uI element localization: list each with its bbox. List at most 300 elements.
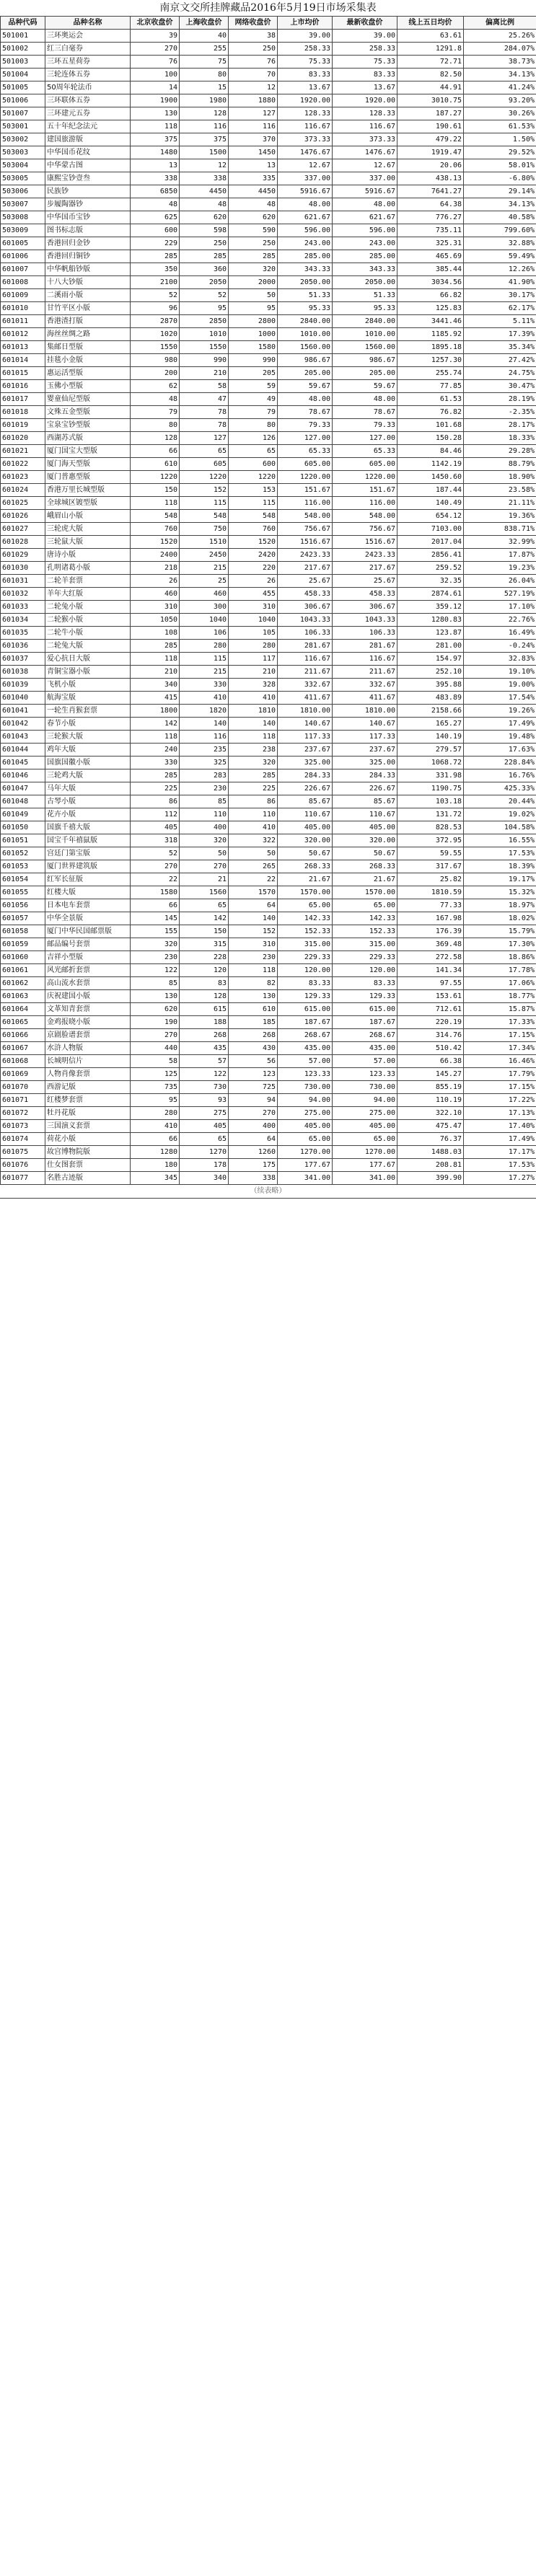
- table-cell: 601045: [1, 757, 45, 769]
- table-cell: 1.50%: [464, 133, 536, 146]
- table-cell: 红三白毫券: [45, 43, 131, 56]
- table-cell: 85: [180, 795, 229, 808]
- table-cell: 海丝丝绸之路: [45, 328, 131, 341]
- table-cell: 601028: [1, 536, 45, 549]
- table-cell: 458.33: [278, 588, 333, 601]
- table-cell: 80: [229, 419, 278, 432]
- table-cell: 601074: [1, 1133, 45, 1146]
- table-row: [1, 899, 536, 912]
- column-header: 品种名称: [45, 17, 131, 30]
- table-cell: 187.27: [397, 107, 464, 120]
- table-cell: 39: [131, 30, 180, 43]
- table-row: [1, 237, 536, 250]
- table-cell: 152: [180, 484, 229, 497]
- table-cell: 360: [180, 263, 229, 276]
- table-cell: 32.35: [397, 575, 464, 588]
- table-cell: 341.00: [278, 1172, 333, 1185]
- table-cell: 17.49%: [464, 718, 536, 731]
- table-row: [1, 354, 536, 367]
- table-cell: 18.02%: [464, 912, 536, 925]
- table-cell: 27.42%: [464, 354, 536, 367]
- table-cell: 2050: [180, 276, 229, 289]
- table-cell: 325.00: [278, 757, 333, 769]
- table-cell: 180: [131, 1159, 180, 1172]
- table-cell: 359.12: [397, 601, 464, 614]
- table-cell: 66: [131, 1133, 180, 1146]
- table-cell: 118: [131, 120, 180, 133]
- table-cell: 118: [131, 497, 180, 510]
- table-cell: 48.00: [278, 393, 333, 406]
- table-cell: 337.00: [278, 172, 333, 185]
- table-cell: -6.80%: [464, 172, 536, 185]
- table-cell: 621.67: [333, 211, 397, 224]
- table-cell: 3441.46: [397, 315, 464, 328]
- table-cell: 85.67: [278, 795, 333, 808]
- table-cell: 1142.19: [397, 458, 464, 471]
- table-cell: 1476.67: [278, 146, 333, 159]
- table-cell: 65.00: [278, 899, 333, 912]
- table-cell: 503005: [1, 172, 45, 185]
- table-cell: 205: [229, 367, 278, 380]
- table-cell: 625: [131, 211, 180, 224]
- table-cell: 风光邮折套票: [45, 964, 131, 977]
- table-cell: 601052: [1, 847, 45, 860]
- table-row: [1, 146, 536, 159]
- table-cell: 315.00: [278, 938, 333, 951]
- table-cell: 370: [229, 133, 278, 146]
- table-cell: 65: [180, 445, 229, 458]
- table-cell: 210: [180, 367, 229, 380]
- table-cell: 79.33: [333, 419, 397, 432]
- table-cell: 343.33: [333, 263, 397, 276]
- table-cell: 601055: [1, 886, 45, 899]
- table-cell: 西湖苏式版: [45, 432, 131, 445]
- table-cell: 129.33: [333, 990, 397, 1003]
- table-cell: 荷花小版: [45, 1133, 131, 1146]
- table-cell: 980: [131, 354, 180, 367]
- table-cell: 601027: [1, 523, 45, 536]
- table-cell: 80: [131, 419, 180, 432]
- table-cell: 756.67: [333, 523, 397, 536]
- table-cell: 712.61: [397, 1003, 464, 1016]
- table-cell: 61.53: [397, 393, 464, 406]
- table-cell: 17.13%: [464, 1107, 536, 1120]
- table-row: [1, 588, 536, 601]
- table-cell: 13.67: [278, 81, 333, 94]
- table-cell: 文殊五金型版: [45, 406, 131, 419]
- table-cell: 1560.00: [278, 341, 333, 354]
- table-cell: 52: [131, 289, 180, 302]
- table-cell: 176.39: [397, 925, 464, 938]
- table-cell: 430: [229, 1042, 278, 1055]
- table-cell: 48: [131, 198, 180, 211]
- table-cell: 118: [131, 653, 180, 666]
- table-cell: 601005: [1, 237, 45, 250]
- table-row: [1, 666, 536, 679]
- table-cell: 17.53%: [464, 1159, 536, 1172]
- table-cell: 115: [180, 653, 229, 666]
- table-cell: 338: [131, 172, 180, 185]
- table-cell: 177.67: [278, 1159, 333, 1172]
- table-cell: 106.33: [333, 627, 397, 640]
- table-cell: 475.47: [397, 1120, 464, 1133]
- table-cell: 1040: [229, 614, 278, 627]
- table-cell: 25: [180, 575, 229, 588]
- table-cell: 66.82: [397, 289, 464, 302]
- table-cell: 255: [180, 43, 229, 56]
- table-cell: 596.00: [333, 224, 397, 237]
- table-cell: 1280: [131, 1146, 180, 1159]
- table-cell: 601017: [1, 393, 45, 406]
- table-cell: 1520: [131, 536, 180, 549]
- table-cell: 马年大版: [45, 782, 131, 795]
- table-cell: 385.44: [397, 263, 464, 276]
- table-cell: 103.18: [397, 795, 464, 808]
- table-cell: 44.91: [397, 81, 464, 94]
- table-cell: 30.47%: [464, 380, 536, 393]
- table-cell: 605.00: [278, 458, 333, 471]
- table-cell: 2874.61: [397, 588, 464, 601]
- table-cell: 48.00: [333, 198, 397, 211]
- table-cell: 83.33: [333, 977, 397, 990]
- table-cell: 128.33: [333, 107, 397, 120]
- table-cell: 邮品编号套票: [45, 938, 131, 951]
- table-cell: 1810: [229, 705, 278, 718]
- table-cell: 226.67: [278, 782, 333, 795]
- table-cell: 986.67: [278, 354, 333, 367]
- table-cell: 厦门世界建筑版: [45, 860, 131, 873]
- table-cell: 750: [180, 523, 229, 536]
- table-cell: 66.38: [397, 1055, 464, 1068]
- table-cell: 548: [180, 510, 229, 523]
- table-cell: 26: [229, 575, 278, 588]
- table-cell: 341.00: [333, 1172, 397, 1185]
- table-cell: 2870: [131, 315, 180, 328]
- table-cell: 601023: [1, 471, 45, 484]
- table-cell: 51.33: [333, 289, 397, 302]
- table-cell: 141.34: [397, 964, 464, 977]
- table-row: [1, 120, 536, 133]
- table-cell: 320: [229, 263, 278, 276]
- table-cell: 110: [229, 808, 278, 821]
- table-row: [1, 1133, 536, 1146]
- table-cell: 1550: [180, 341, 229, 354]
- table-cell: 2017.04: [397, 536, 464, 549]
- table-cell: 39.00: [333, 30, 397, 43]
- table-cell: 325.31: [397, 237, 464, 250]
- table-row: [1, 640, 536, 653]
- table-cell: 140.49: [397, 497, 464, 510]
- table-cell: 372.95: [397, 834, 464, 847]
- table-row: [1, 1172, 536, 1185]
- table-cell: 三国演义套票: [45, 1120, 131, 1133]
- table-cell: 2158.66: [397, 705, 464, 718]
- table-cell: 38.73%: [464, 56, 536, 69]
- table-cell: 601061: [1, 964, 45, 977]
- table-cell: 410: [131, 1120, 180, 1133]
- table-cell: 601008: [1, 276, 45, 289]
- table-cell: 503002: [1, 133, 45, 146]
- table-cell: 32.83%: [464, 653, 536, 666]
- table-row: [1, 795, 536, 808]
- table-cell: 118: [229, 731, 278, 744]
- table-cell: 18.86%: [464, 951, 536, 964]
- table-row: [1, 718, 536, 731]
- table-cell: 620: [131, 1003, 180, 1016]
- table-cell: 1920.00: [278, 94, 333, 107]
- table-cell: 日本电车套票: [45, 899, 131, 912]
- table-cell: 127.00: [333, 432, 397, 445]
- table-cell: 279.57: [397, 744, 464, 757]
- table-cell: 1580: [131, 886, 180, 899]
- table-cell: 205.00: [278, 367, 333, 380]
- table-cell: 601069: [1, 1068, 45, 1081]
- table-cell: 65.00: [333, 1133, 397, 1146]
- table-row: [1, 43, 536, 56]
- table-cell: 226.67: [333, 782, 397, 795]
- table-cell: 601041: [1, 705, 45, 718]
- table-cell: 601072: [1, 1107, 45, 1120]
- table-cell: 18.97%: [464, 899, 536, 912]
- table-cell: 410: [229, 821, 278, 834]
- table-cell: 601053: [1, 860, 45, 873]
- table-cell: 340: [180, 1172, 229, 1185]
- table-cell: 2000: [229, 276, 278, 289]
- table-row: [1, 1068, 536, 1081]
- table-cell: 1488.03: [397, 1146, 464, 1159]
- table-cell: 120: [180, 964, 229, 977]
- table-cell: 548: [229, 510, 278, 523]
- table-cell: 2050.00: [278, 276, 333, 289]
- table-cell: 2400: [131, 549, 180, 562]
- table-cell: 548.00: [278, 510, 333, 523]
- table-cell: 1560.00: [333, 341, 397, 354]
- table-cell: 三环五星荷券: [45, 56, 131, 69]
- table-cell: 13: [229, 159, 278, 172]
- table-row: [1, 133, 536, 146]
- table-cell: 601025: [1, 497, 45, 510]
- table-row: [1, 30, 536, 43]
- table-cell: 345: [131, 1172, 180, 1185]
- table-cell: 208.81: [397, 1159, 464, 1172]
- table-cell: 76.82: [397, 406, 464, 419]
- table-cell: 110.67: [278, 808, 333, 821]
- table-cell: 620: [180, 211, 229, 224]
- table-cell: 258.33: [278, 43, 333, 56]
- table-cell: 40.58%: [464, 211, 536, 224]
- table-cell: 56: [229, 1055, 278, 1068]
- table-cell: 130: [229, 990, 278, 1003]
- table-row: [1, 951, 536, 964]
- table-cell: 86: [131, 795, 180, 808]
- table-cell: 229.33: [278, 951, 333, 964]
- table-cell: 1550: [131, 341, 180, 354]
- table-cell: 水浒人物版: [45, 1042, 131, 1055]
- table-cell: 177.67: [333, 1159, 397, 1172]
- table-row: [1, 744, 536, 757]
- table-cell: 101.68: [397, 419, 464, 432]
- table-cell: 465.69: [397, 250, 464, 263]
- table-cell: 460: [180, 588, 229, 601]
- table-cell: 167.98: [397, 912, 464, 925]
- table-cell: 4450: [180, 185, 229, 198]
- table-cell: 601009: [1, 289, 45, 302]
- table-cell: 735.11: [397, 224, 464, 237]
- table-cell: 425.33%: [464, 782, 536, 795]
- table-cell: 601014: [1, 354, 45, 367]
- table-cell: 410: [229, 692, 278, 705]
- table-cell: 235: [180, 744, 229, 757]
- table-cell: 65: [180, 1133, 229, 1146]
- table-cell: 237.67: [333, 744, 397, 757]
- table-row: [1, 562, 536, 575]
- table-cell: 285: [180, 250, 229, 263]
- table-row: [1, 536, 536, 549]
- table-cell: 57.00: [333, 1055, 397, 1068]
- table-cell: 1580: [229, 341, 278, 354]
- table-cell: 400: [180, 821, 229, 834]
- table-cell: 320: [229, 757, 278, 769]
- table-cell: 17.34%: [464, 1042, 536, 1055]
- table-cell: 211.67: [278, 666, 333, 679]
- table-cell: 140.67: [278, 718, 333, 731]
- table-cell: 97.55: [397, 977, 464, 990]
- table-cell: 29.28%: [464, 445, 536, 458]
- table-cell: 140.19: [397, 731, 464, 744]
- table-cell: 590: [229, 224, 278, 237]
- table-cell: 17.15%: [464, 1081, 536, 1094]
- table-cell: 322: [229, 834, 278, 847]
- table-cell: 94: [229, 1094, 278, 1107]
- table-cell: 118: [131, 731, 180, 744]
- table-row: [1, 250, 536, 263]
- table-cell: 25.26%: [464, 30, 536, 43]
- table-cell: 601040: [1, 692, 45, 705]
- table-cell: 58: [180, 380, 229, 393]
- table-cell: 32.99%: [464, 536, 536, 549]
- table-cell: 79: [131, 406, 180, 419]
- table-cell: 厦门中华民国邮票版: [45, 925, 131, 938]
- table-cell: 116.67: [333, 120, 397, 133]
- table-row: [1, 458, 536, 471]
- table-cell: 230: [180, 782, 229, 795]
- table-row: [1, 627, 536, 640]
- table-cell: 369.48: [397, 938, 464, 951]
- table-cell: 601006: [1, 250, 45, 263]
- table-cell: 五十年纪念法元: [45, 120, 131, 133]
- table-cell: 855.19: [397, 1081, 464, 1094]
- table-cell: 95: [229, 302, 278, 315]
- table-cell: 1980: [180, 94, 229, 107]
- table-cell: 1185.92: [397, 328, 464, 341]
- table-cell: 332.67: [333, 679, 397, 692]
- table-cell: 20.44%: [464, 795, 536, 808]
- table-cell: 1810.59: [397, 886, 464, 899]
- table-cell: 58: [131, 1055, 180, 1068]
- table-cell: 29.14%: [464, 185, 536, 198]
- table-cell: 142.33: [333, 912, 397, 925]
- table-cell: 601029: [1, 549, 45, 562]
- table-cell: 三轮虎大版: [45, 523, 131, 536]
- table-cell: 5916.67: [278, 185, 333, 198]
- table-cell: 25.67: [278, 575, 333, 588]
- table-cell: 1270.00: [333, 1146, 397, 1159]
- table-cell: 95: [131, 1094, 180, 1107]
- table-cell: 140: [229, 912, 278, 925]
- table-cell: 112: [131, 808, 180, 821]
- table-cell: 117: [229, 653, 278, 666]
- table-cell: 343.33: [278, 263, 333, 276]
- table-cell: 601018: [1, 406, 45, 419]
- table-cell: 601071: [1, 1094, 45, 1107]
- table-row: [1, 198, 536, 211]
- table-cell: 1043.33: [278, 614, 333, 627]
- table-cell: 140: [229, 718, 278, 731]
- table-cell: 220: [229, 562, 278, 575]
- table-cell: 259.52: [397, 562, 464, 575]
- table-cell: 中华全景版: [45, 912, 131, 925]
- table-cell: 集邮日型版: [45, 341, 131, 354]
- table-cell: 479.22: [397, 133, 464, 146]
- table-cell: 110: [180, 808, 229, 821]
- table-row: [1, 808, 536, 821]
- table-cell: 17.33%: [464, 1016, 536, 1029]
- table-cell: 601033: [1, 601, 45, 614]
- table-cell: 26: [131, 575, 180, 588]
- table-cell: 19.23%: [464, 562, 536, 575]
- table-cell: 187.67: [278, 1016, 333, 1029]
- table-cell: 93: [180, 1094, 229, 1107]
- table-row: [1, 601, 536, 614]
- table-cell: 395.88: [397, 679, 464, 692]
- table-cell: 165.27: [397, 718, 464, 731]
- table-cell: 29.52%: [464, 146, 536, 159]
- table-cell: 48: [131, 393, 180, 406]
- table-cell: 国旗国徽小版: [45, 757, 131, 769]
- table-cell: 601030: [1, 562, 45, 575]
- table-cell: 75.33: [333, 56, 397, 69]
- table-cell: 220.19: [397, 1016, 464, 1029]
- table-cell: 25.82: [397, 873, 464, 886]
- table-cell: 4450: [229, 185, 278, 198]
- table-row: [1, 692, 536, 705]
- table-cell: 990: [229, 354, 278, 367]
- table-cell: 1820: [180, 705, 229, 718]
- table-cell: 95: [180, 302, 229, 315]
- table-cell: 601051: [1, 834, 45, 847]
- table-cell: 19.26%: [464, 705, 536, 718]
- table-cell: 270: [229, 1107, 278, 1120]
- table-row: [1, 81, 536, 94]
- table-row: [1, 847, 536, 860]
- table-cell: 1270.00: [278, 1146, 333, 1159]
- table-cell: 330: [180, 679, 229, 692]
- table-cell: 150: [131, 484, 180, 497]
- table-cell: 178: [180, 1159, 229, 1172]
- table-cell: 鸡年大版: [45, 744, 131, 757]
- table-cell: 红楼大版: [45, 886, 131, 899]
- table-cell: 1810.00: [278, 705, 333, 718]
- table-cell: 2100: [131, 276, 180, 289]
- table-cell: 1040: [180, 614, 229, 627]
- table-row: [1, 1146, 536, 1159]
- table-cell: 548: [131, 510, 180, 523]
- table-cell: 285.00: [278, 250, 333, 263]
- table-cell: 12.67: [278, 159, 333, 172]
- table-cell: 730.00: [333, 1081, 397, 1094]
- table-cell: 601066: [1, 1029, 45, 1042]
- table-row: [1, 1042, 536, 1055]
